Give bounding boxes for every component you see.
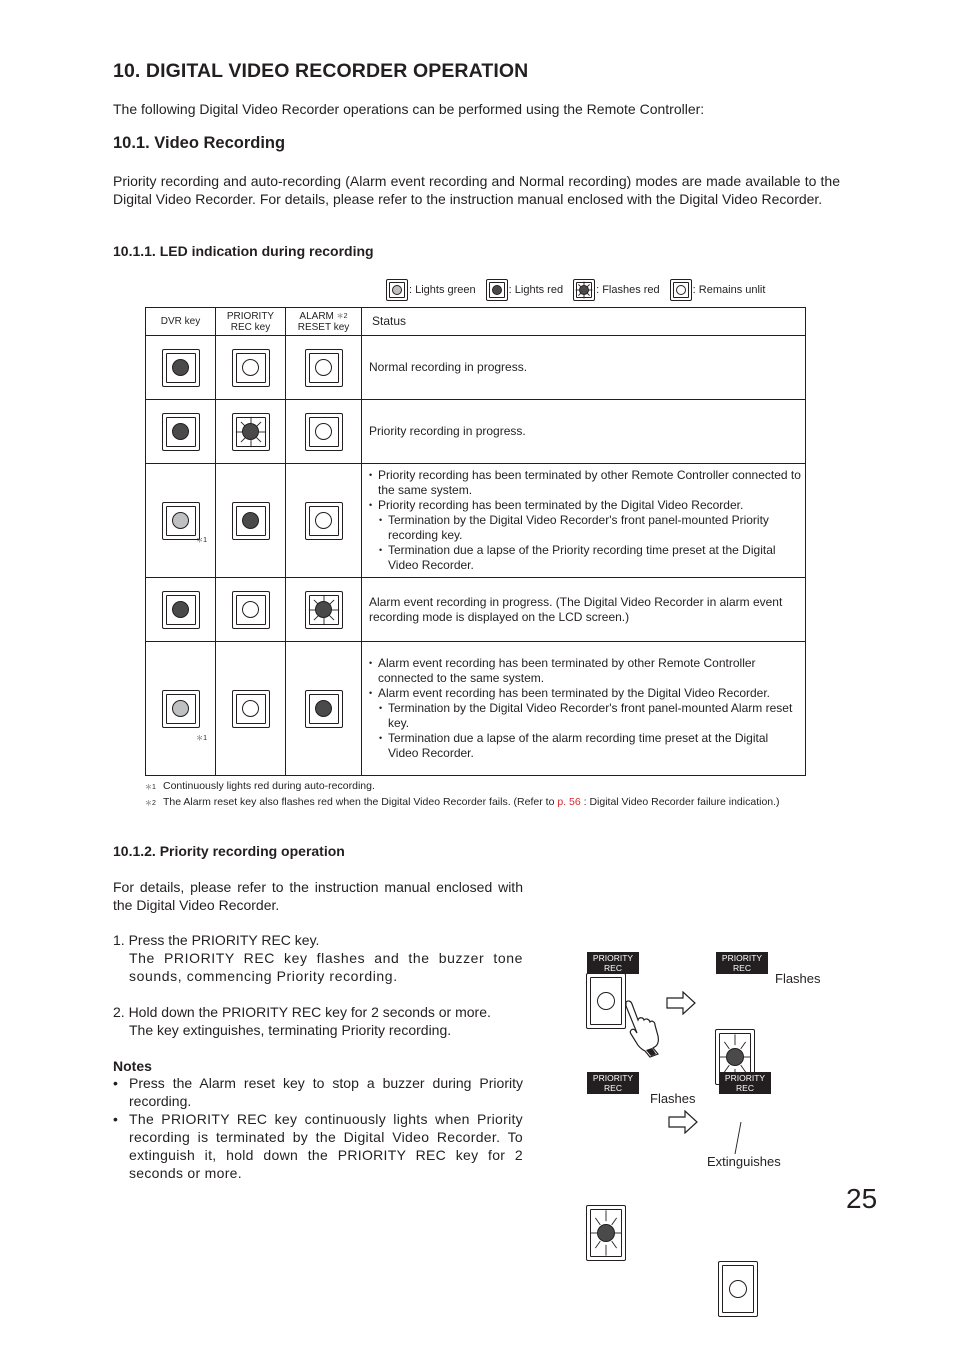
cell-alarm	[286, 642, 362, 776]
footnote-1-mark: ＊1	[145, 784, 156, 791]
page-56-link[interactable]: p. 56	[557, 796, 581, 808]
key-caption	[587, 952, 639, 974]
section-10-1-2-title: 10.1.2. Priority recording operation	[113, 843, 345, 859]
dvr-key-icon	[162, 413, 200, 451]
cell-status	[362, 464, 806, 578]
caption-line: REC	[733, 962, 751, 973]
alarm-reset-key-flashing-icon	[305, 591, 343, 629]
header-alarm-mark: ＊2	[336, 312, 348, 320]
header-alarm-line1: ALARM	[299, 310, 334, 322]
footnote-mark: ＊1	[196, 537, 207, 544]
note-item: • The PRIORITY REC key continuously lights when Priority recording is terminated by the Digital Video Recorder. To extinguish it, hold down the PRIORITY REC key for 2 seconds or more.	[113, 1110, 523, 1182]
priority-rec-key-flashing-icon	[232, 413, 270, 451]
dvr-key-icon	[162, 349, 200, 387]
cell-status: Alarm event recording in progress. (The Digital Video Recorder in alarm event recording mode is displayed on the LCD screen.)	[362, 578, 806, 642]
intro-text: The following Digital Video Recorder operations can be performed using the Remote Controller:	[113, 101, 705, 117]
legend-item	[386, 279, 476, 301]
arrow-right-icon	[666, 991, 696, 1015]
status-sub-bullet: • Termination by the Digital Video Recorder's front panel-mounted Alarm reset key.	[369, 701, 801, 731]
cell-status: Priority recording in progress.	[362, 400, 806, 464]
step-1-body: The PRIORITY REC key flashes and the buzzer tone sounds, commencing Priority recording.	[129, 950, 523, 984]
caption-line: PRIORITY	[724, 1073, 766, 1083]
step-2-head: 2. Hold down the PRIORITY REC key for 2 seconds or more.	[113, 1004, 491, 1020]
cell-priority	[216, 642, 286, 776]
cell-dvr	[146, 464, 216, 578]
led-green-icon	[386, 279, 408, 301]
table-row	[146, 336, 806, 400]
dvr-key-icon	[162, 502, 200, 540]
key-caption	[587, 1072, 639, 1094]
table-row	[146, 464, 806, 578]
caption-line: PRIORITY	[592, 953, 634, 963]
priority-rec-key-icon	[232, 591, 270, 629]
header-status: Status	[362, 308, 806, 336]
cell-dvr	[146, 400, 216, 464]
finger-press-icon	[620, 1000, 662, 1058]
legend-text: : Lights red	[508, 284, 564, 296]
status-bullet: • Alarm event recording has been terminated by the Digital Video Recorder.	[369, 686, 801, 701]
header-priority-line1: PRIORITY	[226, 310, 275, 322]
priority-rec-key-icon	[232, 349, 270, 387]
footnote-1-text: Continuously lights red during auto-recording.	[163, 780, 375, 792]
cell-dvr	[146, 336, 216, 400]
dvr-key-icon	[162, 591, 200, 629]
section-10-1-1-title: 10.1.1. LED indication during recording	[113, 243, 374, 259]
dvr-key-icon	[162, 690, 200, 728]
section-10-1-title: 10.1. Video Recording	[113, 134, 286, 152]
cell-alarm	[286, 400, 362, 464]
page-number: 25	[846, 1183, 878, 1214]
cell-status	[362, 642, 806, 776]
priority-rec-key-flashing-icon	[586, 1205, 626, 1261]
cell-priority	[216, 400, 286, 464]
header-priority-rec-key	[216, 308, 286, 336]
alarm-reset-key-icon	[305, 502, 343, 540]
status-bullet: • Alarm event recording has been terminated by other Remote Controller connected to the same system.	[369, 656, 801, 686]
notes-title: Notes	[113, 1058, 152, 1074]
cell-alarm	[286, 578, 362, 642]
priority-rec-key-unlit-icon	[718, 1261, 758, 1317]
footnote-2-text: The Alarm reset key also flashes red when the Digital Video Recorder fails. (Refer to	[163, 796, 555, 808]
step-2-body: The key extinguishes, terminating Priority recording.	[129, 1022, 452, 1038]
table-header-row	[146, 308, 806, 336]
footnote-2-mark: ＊2	[145, 800, 156, 807]
table-row	[146, 578, 806, 642]
cell-dvr	[146, 578, 216, 642]
header-dvr-key: DVR key	[146, 308, 216, 336]
status-sub-bullet: • Termination by the Digital Video Recorder's front panel-mounted Priority recording key.	[369, 513, 801, 543]
caption-line: REC	[604, 962, 622, 973]
cell-priority	[216, 578, 286, 642]
table-row	[146, 642, 806, 776]
caption-line: REC	[736, 1082, 754, 1093]
priority-rec-key-icon	[232, 502, 270, 540]
legend-text: : Flashes red	[596, 284, 660, 296]
footnote-1	[145, 780, 375, 792]
extinguishes-label: Extinguishes	[707, 1154, 781, 1169]
key-caption	[719, 1072, 771, 1094]
legend-text: : Remains unlit	[692, 284, 766, 296]
legend-text: : Lights green	[409, 284, 476, 296]
priority-rec-key-icon	[232, 690, 270, 728]
legend-item	[486, 279, 563, 301]
key-caption	[716, 952, 768, 974]
table-row	[146, 400, 806, 464]
flashes-label: Flashes	[775, 971, 821, 986]
footnote-2-text-after: : Digital Video Recorder failure indication.)	[583, 796, 780, 808]
section-10-1-2-intro: For details, please refer to the instruction manual enclosed with the Digital Video Recorder.	[113, 879, 523, 913]
cell-status: Normal recording in progress.	[362, 336, 806, 400]
step-1-head: 1. Press the PRIORITY REC key.	[113, 932, 320, 948]
alarm-reset-key-icon	[305, 349, 343, 387]
notes-list	[113, 1074, 523, 1182]
cell-priority	[216, 336, 286, 400]
section-10-1-body: Priority recording and auto-recording (Alarm event recording and Normal recording) modes are made available to the Digital Video Recorder. For details, please refer to the instruction manual enclosed with the Digital Video Recorder.	[113, 173, 840, 207]
led-status-table	[145, 307, 806, 776]
caption-line: REC	[604, 1082, 622, 1093]
flashes-label: Flashes	[650, 1091, 696, 1106]
legend-item	[670, 279, 766, 301]
header-alarm-reset-key	[286, 308, 362, 336]
header-alarm-line2: RESET key	[297, 321, 350, 333]
caption-line: PRIORITY	[721, 953, 763, 963]
cell-alarm	[286, 464, 362, 578]
cell-priority	[216, 464, 286, 578]
led-unlit-icon	[670, 279, 692, 301]
arrow-right-icon	[668, 1110, 698, 1134]
led-red-icon	[486, 279, 508, 301]
legend-item	[573, 279, 660, 301]
alarm-reset-key-icon	[305, 690, 343, 728]
alarm-reset-key-icon	[305, 413, 343, 451]
footnote-mark: ＊1	[196, 735, 207, 742]
cell-alarm	[286, 336, 362, 400]
leader-line	[733, 1122, 743, 1156]
status-bullet: • Priority recording has been terminated by other Remote Controller connected to the same system.	[369, 468, 801, 498]
cell-dvr	[146, 642, 216, 776]
header-priority-line2: REC key	[230, 321, 271, 333]
footnote-2	[145, 796, 780, 808]
note-item: • Press the Alarm reset key to stop a buzzer during Priority recording.	[113, 1074, 523, 1110]
led-legend	[386, 279, 765, 301]
caption-line: PRIORITY	[592, 1073, 634, 1083]
status-sub-bullet: • Termination due a lapse of the alarm recording time preset at the Digital Video Recorder.	[369, 731, 801, 761]
page-title: 10. DIGITAL VIDEO RECORDER OPERATION	[113, 60, 529, 82]
status-bullet: • Priority recording has been terminated by the Digital Video Recorder.	[369, 498, 801, 513]
status-sub-bullet: • Termination due a lapse of the Priority recording time preset at the Digital Video Recorder.	[369, 543, 801, 573]
led-flash-icon	[573, 279, 595, 301]
